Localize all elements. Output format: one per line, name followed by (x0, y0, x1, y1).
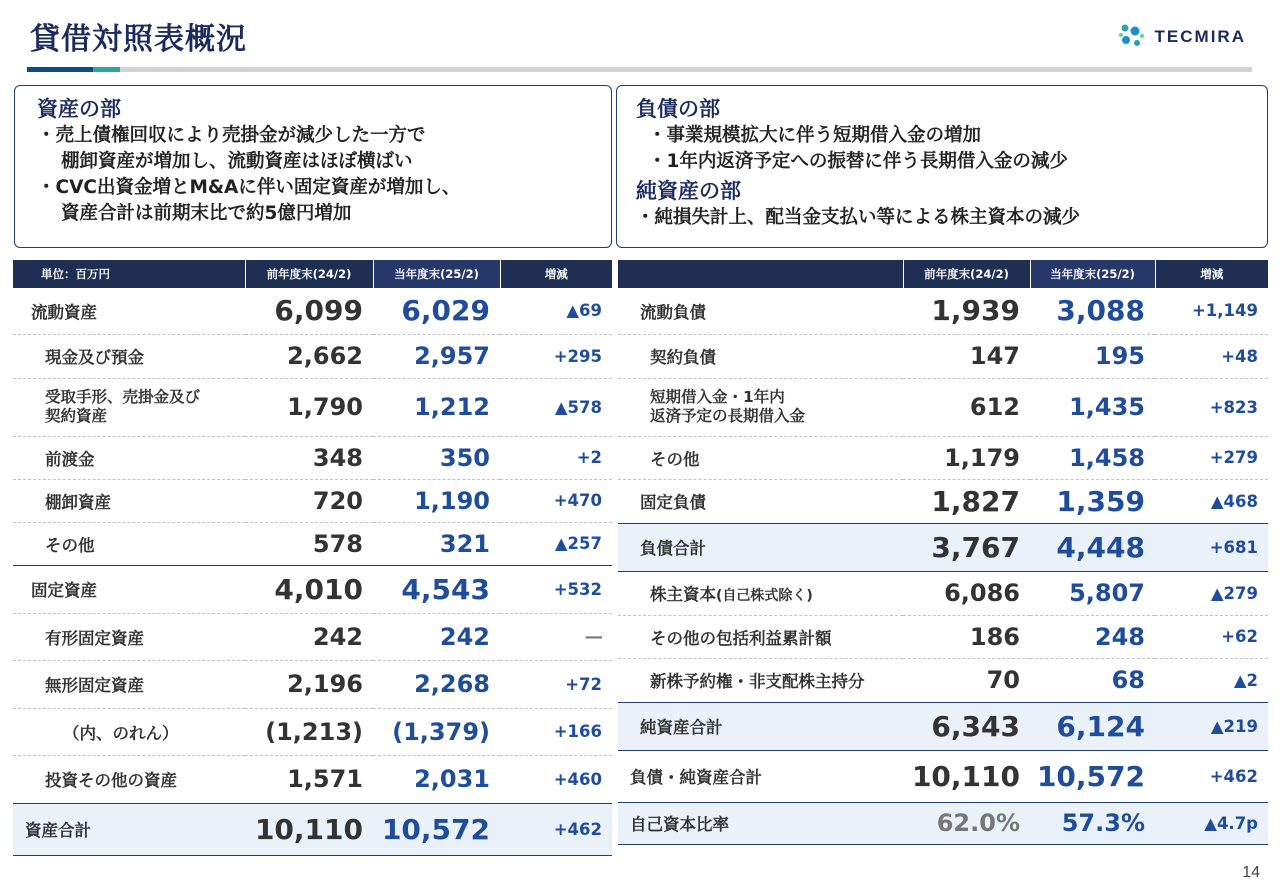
change-header: 増減 (1155, 260, 1268, 288)
row-label: 自己資本比率 (618, 802, 903, 844)
table-row-subtotal (618, 702, 1268, 750)
table-row (13, 334, 612, 378)
row-label (618, 571, 903, 615)
table-row (13, 660, 612, 708)
current-value: 248 (1030, 615, 1155, 658)
table-row-total (13, 803, 612, 855)
current-value: 2,031 (373, 755, 500, 803)
row-label: 現金及び預金 (13, 334, 245, 378)
change-value: ▲578 (500, 378, 612, 436)
current-value: 4,448 (1030, 523, 1155, 571)
net-assets-bullet: ・純損失計上、配当金支払い等による株主資本の減少 (636, 207, 1081, 228)
change-value: ▲468 (1155, 479, 1268, 523)
row-label-note: (自己株式除く) (716, 588, 813, 604)
table-header-row (618, 260, 1268, 288)
row-label-line: 短期借入金・1年内 (650, 388, 785, 406)
current-value: 321 (373, 522, 500, 565)
row-label: 純資産合計 (618, 702, 903, 750)
table-row (618, 479, 1268, 523)
change-value: +62 (1155, 615, 1268, 658)
assets-bullet: ・売上債権回収により売掛金が減少した一方で (37, 125, 426, 146)
change-value: ▲279 (1155, 571, 1268, 615)
table-row (13, 436, 612, 479)
change-value: ▲69 (500, 288, 612, 334)
prev-value: 242 (245, 613, 373, 660)
row-label-main: 株主資本 (650, 585, 716, 604)
change-value: +279 (1155, 436, 1268, 479)
assets-bullet-cont: 棚卸資産が増加し、流動資産はほぼ横ばい (61, 151, 413, 172)
prev-value: 612 (903, 378, 1030, 436)
row-label: 資産合計 (13, 803, 245, 855)
row-label: 投資その他の資産 (13, 755, 245, 803)
change-value: +462 (500, 803, 612, 855)
brand-logo (1117, 22, 1246, 52)
current-value: 1,359 (1030, 479, 1155, 523)
change-value: ▲219 (1155, 702, 1268, 750)
prev-value: 186 (903, 615, 1030, 658)
prev-value: 1,790 (245, 378, 373, 436)
row-label: 負債合計 (618, 523, 903, 571)
current-year-header: 当年度末(25/2) (373, 260, 500, 288)
change-value: ― (500, 613, 612, 660)
table-row (618, 658, 1268, 702)
current-year-header: 当年度末(25/2) (1030, 260, 1155, 288)
page-title: 貸借対照表概況 (30, 22, 247, 57)
row-label: 有形固定資産 (13, 613, 245, 660)
current-value: 195 (1030, 334, 1155, 378)
current-value: (1,379) (373, 708, 500, 755)
table-row (618, 571, 1268, 615)
table-row (13, 479, 612, 522)
row-label: 流動資産 (13, 288, 245, 334)
change-value: +681 (1155, 523, 1268, 571)
change-value: +532 (500, 565, 612, 613)
row-label: 新株予約権・非支配株主持分 (618, 658, 903, 702)
prev-value: 6,099 (245, 288, 373, 334)
change-value: +460 (500, 755, 612, 803)
prev-value: 10,110 (903, 750, 1030, 802)
table-row-subtotal (618, 523, 1268, 571)
blank-header (618, 260, 903, 288)
row-label (13, 378, 245, 436)
prev-value: 1,571 (245, 755, 373, 803)
assets-bullet-cont: 資産合計は前期末比で約5億円増加 (61, 203, 352, 224)
assets-summary-title: 資産の部 (37, 97, 121, 121)
prev-year-header: 前年度末(24/2) (903, 260, 1030, 288)
current-value: 6,029 (373, 288, 500, 334)
prev-value: 6,086 (903, 571, 1030, 615)
prev-value: 4,010 (245, 565, 373, 613)
table-header-row (13, 260, 612, 288)
current-value: 10,572 (373, 803, 500, 855)
change-value: +2 (500, 436, 612, 479)
row-label: その他 (13, 522, 245, 565)
page-number: 14 (1242, 864, 1260, 881)
table-row (13, 378, 612, 436)
table-row (618, 436, 1268, 479)
change-value: +295 (500, 334, 612, 378)
liabilities-summary-box (616, 85, 1268, 248)
change-value: +470 (500, 479, 612, 522)
table-row (13, 755, 612, 803)
liabilities-table (618, 260, 1268, 845)
current-value: 57.3% (1030, 802, 1155, 844)
change-value: +48 (1155, 334, 1268, 378)
prev-value: 1,179 (903, 436, 1030, 479)
change-header: 増減 (500, 260, 612, 288)
prev-value: (1,213) (245, 708, 373, 755)
row-label-line: 受取手形、売掛金及び (45, 388, 201, 406)
current-value: 6,124 (1030, 702, 1155, 750)
change-value: ▲2 (1155, 658, 1268, 702)
prev-value: 2,662 (245, 334, 373, 378)
row-label: その他の包括利益累計額 (618, 615, 903, 658)
table-row (13, 565, 612, 613)
table-row (618, 378, 1268, 436)
prev-value: 1,827 (903, 479, 1030, 523)
prev-value: 70 (903, 658, 1030, 702)
row-label: （内、のれん） (13, 708, 245, 755)
liabilities-bullet: ・事業規模拡大に伴う短期借入金の増加 (648, 125, 982, 146)
current-value: 1,212 (373, 378, 500, 436)
prev-value: 147 (903, 334, 1030, 378)
current-value: 10,572 (1030, 750, 1155, 802)
current-value: 1,435 (1030, 378, 1155, 436)
change-value: ▲4.7p (1155, 802, 1268, 844)
change-value: +72 (500, 660, 612, 708)
liabilities-summary-title: 負債の部 (636, 97, 720, 121)
prev-value: 578 (245, 522, 373, 565)
assets-summary-box (14, 85, 612, 248)
prev-value: 2,196 (245, 660, 373, 708)
row-label: 固定資産 (13, 565, 245, 613)
current-value: 350 (373, 436, 500, 479)
prev-value: 3,767 (903, 523, 1030, 571)
row-label: 負債・純資産合計 (618, 750, 903, 802)
brand-name: TECMIRA (1154, 27, 1246, 46)
table-row (13, 613, 612, 660)
row-label: 棚卸資産 (13, 479, 245, 522)
change-value: +823 (1155, 378, 1268, 436)
prev-value: 10,110 (245, 803, 373, 855)
table-row-ratio (618, 802, 1268, 844)
table-row (13, 288, 612, 334)
liabilities-bullet: ・1年内返済予定への振替に伴う長期借入金の減少 (648, 151, 1068, 172)
table-row-total (618, 750, 1268, 802)
prev-value: 62.0% (903, 802, 1030, 844)
prev-value: 348 (245, 436, 373, 479)
row-label: 無形固定資産 (13, 660, 245, 708)
row-label-line: 返済予定の長期借入金 (650, 407, 806, 425)
net-assets-summary-title: 純資産の部 (636, 179, 741, 203)
table-row (13, 708, 612, 755)
row-label: 契約負債 (618, 334, 903, 378)
tecmira-logo-icon (1117, 22, 1147, 52)
current-value: 2,268 (373, 660, 500, 708)
table-row (618, 334, 1268, 378)
title-rule-accent-teal (93, 67, 120, 72)
row-label: 固定負債 (618, 479, 903, 523)
change-value: ▲257 (500, 522, 612, 565)
change-value: +1,149 (1155, 288, 1268, 334)
current-value: 5,807 (1030, 571, 1155, 615)
assets-table (13, 260, 612, 856)
change-value: +166 (500, 708, 612, 755)
table-row (618, 615, 1268, 658)
row-label: 流動負債 (618, 288, 903, 334)
table-row (618, 288, 1268, 334)
row-label (618, 378, 903, 436)
current-value: 242 (373, 613, 500, 660)
current-value: 4,543 (373, 565, 500, 613)
prev-value: 720 (245, 479, 373, 522)
current-value: 3,088 (1030, 288, 1155, 334)
title-rule (27, 67, 1252, 72)
table-row (13, 522, 612, 565)
change-value: +462 (1155, 750, 1268, 802)
current-value: 1,458 (1030, 436, 1155, 479)
current-value: 1,190 (373, 479, 500, 522)
row-label-line: 契約資産 (45, 407, 108, 425)
prev-value: 1,939 (903, 288, 1030, 334)
prev-year-header: 前年度末(24/2) (245, 260, 373, 288)
assets-bullet: ・CVC出資金増とM&Aに伴い固定資産が増加し、 (37, 177, 461, 198)
row-label: 前渡金 (13, 436, 245, 479)
current-value: 2,957 (373, 334, 500, 378)
prev-value: 6,343 (903, 702, 1030, 750)
row-label: その他 (618, 436, 903, 479)
current-value: 68 (1030, 658, 1155, 702)
unit-header: 単位：百万円 (13, 260, 245, 288)
